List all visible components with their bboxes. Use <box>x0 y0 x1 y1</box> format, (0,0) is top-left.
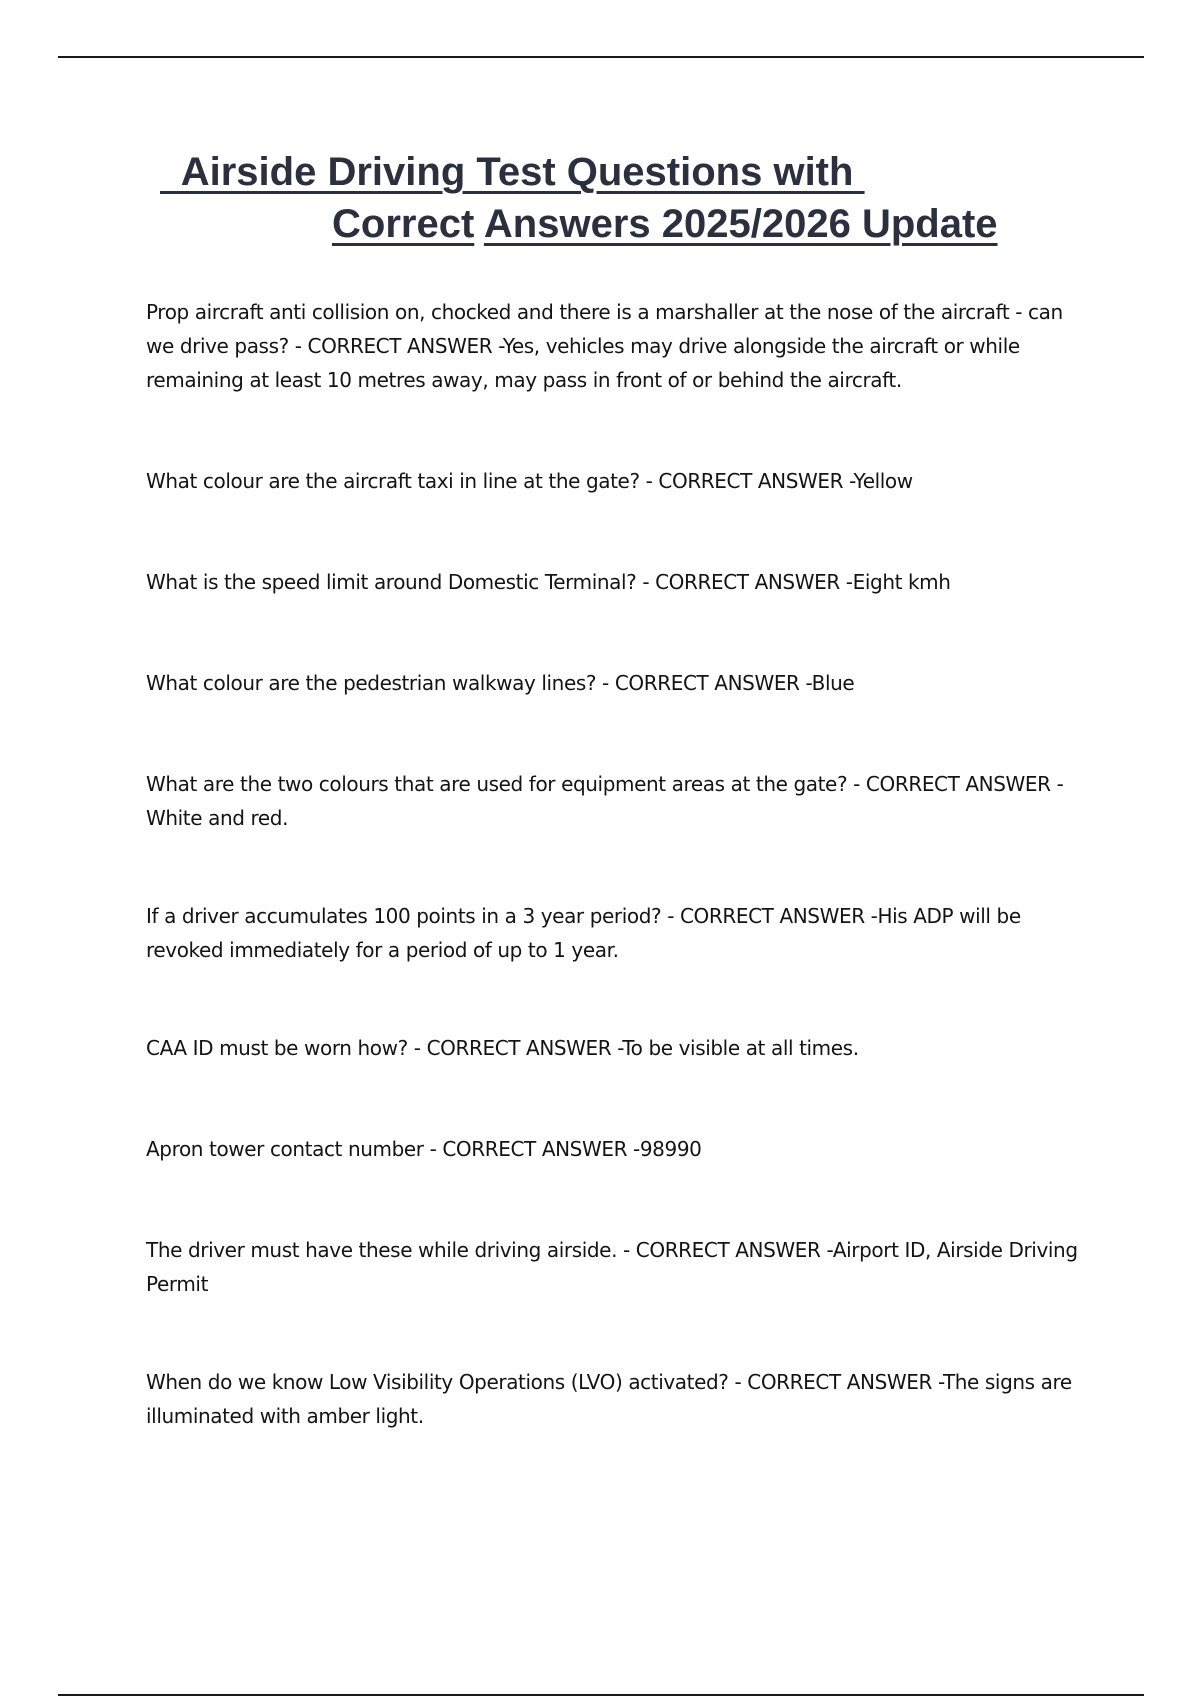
answer-marker: CORRECT ANSWER <box>679 904 865 928</box>
question-text: What colour are the pedestrian walkway lines? <box>146 671 597 695</box>
answer-marker: CORRECT ANSWER <box>658 469 844 493</box>
question-text: Prop aircraft anti collision on, chocked and there is a marshaller at the nose of the aircraft - can we drive pass? <box>146 300 1063 358</box>
qa-item: When do we know Low Visibility Operations (LVO) activated? - CORRECT ANSWER -The signs are illuminated with amber light. <box>146 1370 1072 1428</box>
question-text: CAA ID must be worn how? <box>146 1036 408 1060</box>
title-line-2 <box>160 198 1090 250</box>
answer-text: White and red. <box>146 806 289 830</box>
answer-text: His ADP will be revoked immediately for a period of up to 1 year. <box>146 904 1021 962</box>
header-rule <box>58 56 1144 58</box>
question-text: What is the speed limit around Domestic Terminal? <box>146 570 637 594</box>
qa-item: Prop aircraft anti collision on, chocked and there is a marshaller at the nose of the aircraft - can we drive pass? - CORRECT ANSWER -Yes, vehicles may drive alongside the aircraft or while remaining at least 10 metres away, may pass in front of or behind the aircraft. <box>146 300 1063 392</box>
qa-item: What is the speed limit around Domestic Terminal? - CORRECT ANSWER -Eight kmh <box>146 570 951 594</box>
answer-marker: CORRECT ANSWER <box>635 1238 821 1262</box>
document-title <box>160 146 1090 250</box>
qa-item: The driver must have these while driving airside. - CORRECT ANSWER -Airport ID, Airside Driving Permit <box>146 1238 1078 1296</box>
qa-item: What colour are the pedestrian walkway lines? - CORRECT ANSWER -Blue <box>146 671 855 695</box>
qa-item: CAA ID must be worn how? - CORRECT ANSWER -To be visible at all times. <box>146 1036 859 1060</box>
title-line-1-text: Airside Driving Test Questions with <box>160 150 865 194</box>
answer-marker: CORRECT ANSWER <box>307 334 493 358</box>
question-text: What colour are the aircraft taxi in line at the gate? <box>146 469 640 493</box>
question-text: If a driver accumulates 100 points in a 3 year period? <box>146 904 662 928</box>
qa-item: If a driver accumulates 100 points in a 3 year period? - CORRECT ANSWER -His ADP will be revoked immediately for a period of up to 1 year. <box>146 904 1021 962</box>
answer-text: Airport ID, Airside Driving Permit <box>146 1238 1078 1296</box>
answer-text: To be visible at all times. <box>622 1036 859 1060</box>
answer-text: The signs are illuminated with amber light. <box>146 1370 1072 1428</box>
question-text: When do we know Low Visibility Operations (LVO) activated? <box>146 1370 729 1394</box>
title-line-2-part-1: Correct <box>332 202 475 246</box>
title-line-2-part-2: Answers 2025/2026 Update <box>483 202 998 246</box>
answer-marker: CORRECT ANSWER <box>865 772 1051 796</box>
title-line-1 <box>160 146 1090 198</box>
answer-text: Yellow <box>853 469 913 493</box>
question-text: What are the two colours that are used for equipment areas at the gate? <box>146 772 848 796</box>
answer-marker: CORRECT ANSWER <box>614 671 800 695</box>
footer-rule <box>58 1694 1144 1696</box>
question-text: Apron tower contact number <box>146 1137 424 1161</box>
answer-text: Yes, vehicles may drive alongside the aircraft or while remaining at least 10 metres away, may pass in front of or behind the aircraft. <box>146 334 1020 392</box>
answer-marker: CORRECT ANSWER <box>442 1137 628 1161</box>
answer-text: Blue <box>811 671 855 695</box>
qa-item: What colour are the aircraft taxi in line at the gate? - CORRECT ANSWER -Yellow <box>146 469 913 493</box>
answer-marker: CORRECT ANSWER <box>426 1036 612 1060</box>
answer-text: 98990 <box>639 1137 702 1161</box>
question-text: The driver must have these while driving airside. <box>146 1238 618 1262</box>
qa-item: Apron tower contact number - CORRECT ANSWER -98990 <box>146 1137 702 1161</box>
qa-item: What are the two colours that are used for equipment areas at the gate? - CORRECT ANSWER -White and red. <box>146 772 1063 830</box>
qa-list <box>146 295 1090 1433</box>
answer-marker: CORRECT ANSWER <box>655 570 840 594</box>
answer-text: Eight kmh <box>852 570 951 594</box>
answer-marker: CORRECT ANSWER <box>747 1370 932 1394</box>
